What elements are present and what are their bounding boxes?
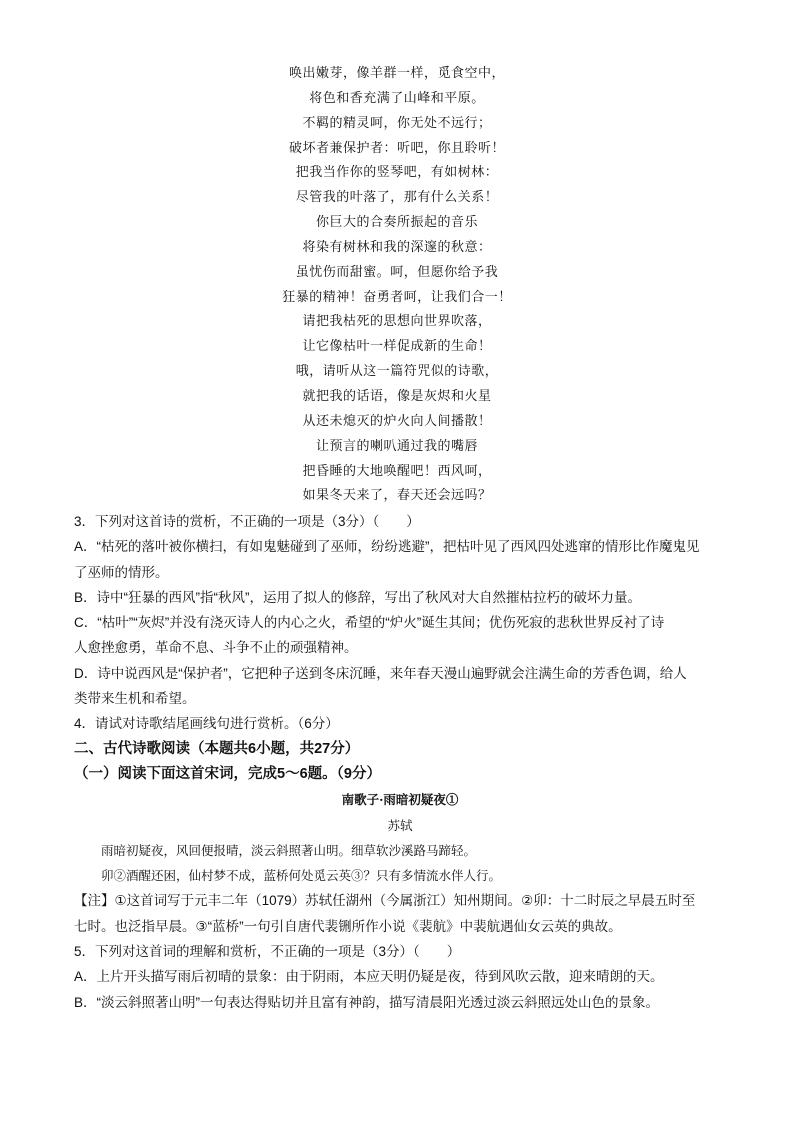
questions-area: [74, 509, 726, 1015]
q5-option-b: B．“淡云斜照著山明”一句表达得贴切并且富有神韵，描写清晨阳光透过淡云斜照远处山色的景象。: [74, 994, 659, 1010]
poem-line: 让它像枯叶一样促成新的生命！: [302, 339, 492, 355]
note-line-1: 【注】①这首词写于元丰二年（1079）苏轼任湖州（今属浙江）知州期间。②卯：十二时辰之早晨五时至: [74, 893, 696, 909]
section-2-title: 二、古代诗歌阅读（本题共6小题，共27分）: [74, 740, 360, 757]
poem-line: 把我当作你的竖琴吧，有如树林：: [295, 165, 499, 181]
poem-line: 让预言的喇叭通过我的嘴唇: [315, 438, 478, 454]
ci-title: 南歌子·雨暗初疑夜①: [341, 792, 459, 808]
poem-line: 从还未熄灭的炉火向人间播散！: [302, 413, 492, 429]
option-a-line1: A．“枯死的落叶被你横扫，有如鬼魅碰到了巫师，纷纷逃避”，把枯叶见了西风四处逃窜的情形比作魔鬼见: [74, 539, 700, 555]
poem-line: 狂暴的精神！奋勇者呵，让我们合一！: [282, 289, 512, 305]
poem-line: 不羁的精灵呵，你无处不远行；: [302, 115, 492, 131]
question-4-stem: 4．请试对诗歌结尾画线句进行赏析。（6分）: [74, 716, 339, 732]
poem-excerpt: [0, 62, 794, 509]
option-c-line2: 人愈挫愈勇，革命不息、斗争不止的顽强精神。: [74, 640, 358, 656]
poem-line: 尽管我的叶落了，那有什么关系！: [295, 190, 499, 206]
poem-line: 把昏睡的大地唤醒吧！西风呵，: [302, 463, 492, 479]
option-d-line2: 类带来生机和希望。: [74, 691, 196, 707]
poem-line: 虽忧伤而甜蜜。呵，但愿你给予我: [295, 264, 499, 280]
poem-line: 就把我的话语，像是灰烬和火星: [302, 388, 492, 404]
poem-line: 哦，请听从这一篇符咒似的诗歌，: [295, 364, 499, 380]
ci-author: 苏轼: [387, 817, 413, 833]
option-d-line1: D．诗中说西风是“保护者”，它把种子送到冬床沉睡，来年春天漫山遍野就会注满生命的芳香色调，给人: [74, 665, 687, 681]
q5-option-a: A．上片开头描写雨后初晴的景象：由于阴雨，本应天明仍疑是夜，待到风吹云散，迎来晴朗的天。: [74, 969, 664, 985]
option-b: B．诗中“狂暴的西风”指“秋风”，运用了拟人的修辞，写出了秋风对大自然摧枯拉朽的破坏力量。: [74, 589, 641, 605]
ci-line-2: 卯②酒醒还困，仙村梦不成，蓝桥何处觅云英③？只有多情流水伴人行。: [101, 868, 502, 884]
option-c-line1: C．“枯叶”“灰烬”并没有浇灭诗人的内心之火，希望的“炉火”诞生其间；优伤死寂的悲秋世界反衬了诗: [74, 615, 665, 631]
poem-line: 请把我枯死的思想向世界吹落，: [302, 314, 492, 330]
poem-line: 将染有树林和我的深邃的秋意：: [302, 239, 492, 255]
ci-line-1: 雨暗初疑夜，风回便报晴，淡云斜照著山明。细草软沙溪路马蹄轻。: [101, 842, 477, 858]
poem-line: 如果冬天来了，春天还会远吗？: [302, 488, 492, 504]
question-3-stem: 3．下列对这首诗的赏析，不正确的一项是（3分）（ ）: [74, 514, 420, 529]
poem-line: 将色和香充满了山峰和平原。: [309, 90, 485, 106]
poem-line: 你巨大的合奏所振起的音乐: [315, 215, 478, 231]
option-a-line2: 了巫师的情形。: [74, 564, 169, 580]
question-5-stem: 5．下列对这首词的理解和赏析，不正确的一项是（3分）（ ）: [74, 944, 461, 960]
poem-line: 唤出嫩芽，像羊群一样，觅食空中，: [288, 66, 505, 81]
poem-line: 破坏者兼保护者：听吧，你且聆听！: [288, 140, 505, 156]
subsection-1-title: （一）阅读下面这首宋词，完成5～6题。（9分）: [74, 765, 381, 782]
note-line-2: 七时。也泛指早晨。③“蓝桥”一句引自唐代裴铏所作小说《裴航》中裴航遇仙女云英的典故。: [74, 918, 622, 934]
